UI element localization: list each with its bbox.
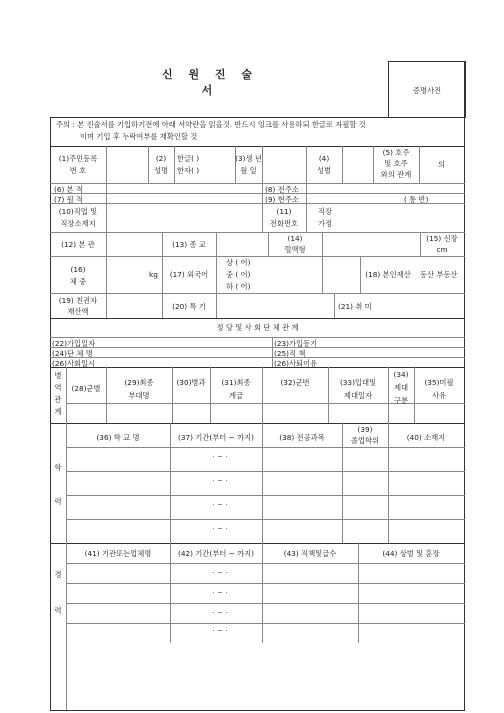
frame-right — [464, 61, 465, 711]
military-label-4: 계 — [54, 407, 62, 416]
leave-reason-label: (26)사퇴이유 — [274, 359, 318, 368]
grid-line — [50, 347, 465, 348]
rank-label: (31)최종 — [221, 378, 251, 387]
join-motive-label: (23)가입동기 — [274, 339, 318, 348]
discharge-type-label-2: 제대 — [393, 383, 409, 392]
grid-line — [262, 543, 263, 643]
discharge-type-label-3: 구분 — [393, 396, 409, 405]
grid-line — [50, 256, 465, 257]
hoju-label: (5) 호주 — [382, 148, 410, 157]
org-position-label: (25)직 책 — [274, 349, 306, 358]
grid-line — [148, 146, 149, 183]
weight-unit: kg — [149, 270, 158, 279]
tel-work-label: 직장 — [318, 207, 333, 216]
career-period-mark: · ~ · — [212, 568, 228, 577]
notice-line-1: 주의 : 본 진술서를 기입하기전에 아래 서약란을 읽을것. 반드시 잉크를 사용하되 한글로 자필할 것 — [56, 120, 366, 129]
blood-label-2: 혈액형 — [284, 245, 306, 254]
hoju-value: 의 — [437, 160, 446, 169]
sex-label: (4) — [318, 154, 330, 163]
enlist-label: (33)입대및 — [339, 378, 377, 387]
grid-line — [342, 146, 343, 183]
join-date-label: (22)가입일자 — [52, 339, 96, 348]
prev-address-label: (8) 전주소 — [265, 185, 299, 194]
form-title: 신 원 진 술 서 — [162, 68, 258, 97]
grid-line — [50, 367, 465, 368]
career-period-mark: · ~ · — [212, 608, 228, 617]
leave-date-label: (26)사회일시 — [52, 359, 96, 368]
edu-period-mark: · ~ · — [212, 476, 228, 485]
edu-period-mark: · ~ · — [212, 524, 228, 533]
grid-line — [322, 256, 323, 293]
grid-line — [334, 293, 335, 318]
org-name-label: (24)단 체 명 — [52, 349, 93, 358]
grid-line — [66, 519, 465, 520]
grid-line — [66, 447, 465, 448]
location-header: (40) 소재지 — [406, 433, 446, 442]
job-label-2: 직장소재지 — [60, 219, 96, 228]
property-label: (18) 본인재산 — [365, 270, 411, 279]
photo-box — [388, 61, 466, 118]
blood-label: (14) — [287, 234, 303, 243]
school-header: (36) 학 교 명 — [96, 433, 140, 442]
grid-line — [216, 256, 217, 318]
grid-line — [66, 471, 465, 472]
grid-line — [358, 543, 359, 643]
grid-line — [50, 293, 465, 294]
weight-label-2: 체 중 — [69, 277, 87, 286]
grid-line — [306, 183, 307, 232]
grid-line — [50, 543, 465, 544]
arm-label: (30)병과 — [176, 378, 206, 387]
career-label-2: 력 — [54, 606, 62, 615]
discharge-type-label: (34) — [393, 370, 409, 379]
frame-top — [50, 117, 465, 118]
hoju-label-3: 와의 관계 — [380, 170, 412, 179]
unserved-label: (35)미필 — [424, 378, 454, 387]
grid-line — [170, 543, 171, 643]
grid-line — [322, 232, 323, 256]
name-label: (2) — [155, 154, 167, 163]
grid-line — [106, 146, 107, 318]
degree-header: (39) — [357, 425, 373, 434]
tel-label-2: 전화번호 — [269, 219, 299, 228]
lang-label: (17) 외국어 — [169, 270, 209, 279]
notice-line-2: 이며 기입 후 누락여부를 재확인할 것 — [80, 132, 198, 141]
notice — [50, 119, 464, 145]
grid-line — [66, 543, 67, 710]
hobby-label: (21) 취 미 — [338, 302, 372, 311]
frame-bottom — [50, 710, 465, 711]
branch-label: (28)군별 — [71, 384, 101, 393]
unserved-label-2: 사유 — [431, 391, 447, 400]
education-label-2: 력 — [54, 497, 62, 506]
grid-line — [50, 357, 465, 358]
special-label: (20) 특 기 — [172, 302, 206, 311]
grid-line — [50, 337, 465, 338]
grid-line — [174, 146, 175, 183]
grid-line — [262, 146, 263, 183]
grid-line — [66, 623, 465, 624]
name-hanja-field[interactable]: 한자( ) — [177, 166, 200, 175]
grid-line — [66, 367, 67, 423]
bongwan-label: (12) 본 관 — [61, 240, 95, 249]
lang-low-field[interactable]: 하 ( 어) — [226, 282, 251, 291]
weight-label: (16) — [70, 265, 86, 274]
career-label-1: 경 — [54, 570, 62, 579]
grid-line — [66, 603, 465, 604]
wonjeok-label: (7) 원 적 — [54, 195, 84, 204]
grid-line — [50, 318, 465, 319]
lang-mid-field[interactable]: 중 ( 어) — [226, 270, 251, 279]
job-label: (10)직업 및 — [58, 207, 98, 216]
height-label: (15) 신장 — [426, 234, 458, 243]
grid-line — [66, 563, 465, 564]
sex-label-2: 성별 — [316, 166, 332, 175]
party-header: 정 당 및 사 회 단 체 관 계 — [216, 323, 299, 332]
edu-period-mark: · ~ · — [212, 500, 228, 509]
photo-label: 증명사진 — [412, 86, 442, 95]
career-period-mark: · ~ · — [212, 588, 228, 597]
rank-label-2: 계급 — [228, 391, 244, 400]
award-header: (44) 상벌 및 훈장 — [382, 549, 440, 558]
cur-address-label: (9) 현주소 — [265, 195, 299, 204]
edu-period-mark: · ~ · — [212, 452, 228, 461]
degree-header-2: 졸업학위 — [350, 436, 380, 445]
grid-line — [50, 146, 465, 147]
reg-no-label-2: 번 호 — [69, 166, 87, 175]
career-period-header: (42) 기간(부터 ~ 까지) — [177, 549, 255, 558]
grid-line — [262, 367, 263, 423]
military-label-2: 역 — [54, 383, 62, 392]
career-position-header: (43) 직책및급수 — [283, 549, 337, 558]
education-label-1: 학 — [54, 463, 62, 472]
relative-label-2: 재산액 — [67, 307, 89, 316]
org-header: (41) 기관또는업체명 — [84, 549, 152, 558]
enlist-label-2: 제대일자 — [343, 391, 373, 400]
relative-label: (19) 친권자 — [58, 296, 98, 305]
grid-line — [50, 193, 465, 194]
military-label-3: 관 — [54, 395, 62, 404]
religion-label: (13) 종 교 — [172, 240, 206, 249]
unit-label: (29)최종 — [124, 378, 154, 387]
grid-line — [272, 337, 273, 367]
birth-label-2: 월 일 — [240, 166, 257, 175]
unit-label-2: 부대명 — [128, 391, 150, 400]
lang-high-field[interactable]: 상 ( 어) — [226, 258, 251, 267]
tel-home-label: 가정 — [318, 219, 333, 228]
height-unit: cm — [436, 245, 448, 254]
edu-period-header: (37) 기간(부터 ~ 까지) — [177, 433, 255, 442]
reg-no-label: (1)주민등록 — [58, 154, 98, 163]
grid-line — [50, 203, 465, 204]
name-hangul-field[interactable]: 한글( ) — [177, 154, 200, 163]
hoju-label-2: 및 호주 — [384, 159, 408, 168]
grid-line — [50, 232, 465, 233]
career-period-mark: · ~ · — [212, 626, 228, 635]
grid-line — [235, 146, 236, 183]
grid-line — [50, 183, 465, 184]
grid-line — [66, 495, 465, 496]
grid-line — [66, 583, 465, 584]
name-label-2: 성명 — [153, 166, 169, 175]
tel-label: (11) — [276, 207, 292, 216]
bonjeok-label: (6) 본 적 — [54, 185, 84, 194]
serial-label: (32)군번 — [280, 378, 310, 387]
grid-line — [216, 232, 217, 256]
tong-ban-field[interactable]: ( 통 반) — [404, 195, 429, 204]
property-type: 동산 부동산 — [420, 270, 458, 279]
military-label-1: 병 — [54, 371, 62, 380]
grid-line — [306, 146, 307, 183]
major-header: (38) 전공과목 — [279, 433, 325, 442]
grid-line — [172, 367, 173, 423]
grid-line — [50, 423, 465, 424]
birth-label: (3)생 년 — [235, 154, 262, 163]
